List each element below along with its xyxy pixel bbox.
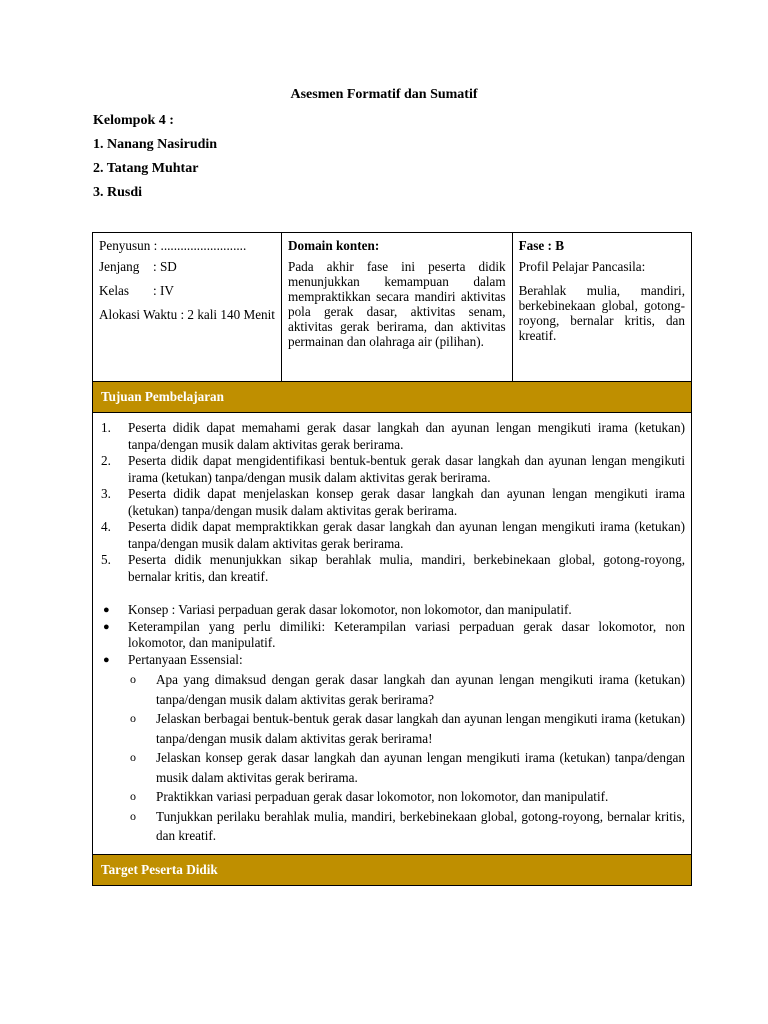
circle-bullet-icon: o (130, 711, 136, 725)
list-item: ● Keterampilan yang perlu dimiliki: Keterampilan variasi perpaduan gerak dasar lokomotor, non lokomotor, dan manipulatif. (103, 618, 685, 650)
tujuan-content (93, 413, 692, 855)
info-row (93, 233, 692, 382)
circle-bullet-icon: o (130, 750, 136, 764)
assessment-table (92, 232, 692, 886)
list-item: 3. Peserta didik dapat menjelaskan konsep gerak dasar langkah dan ayunan lengan mengikuti irama (ketukan) tanpa/dengan musik dalam aktivitas gerak berirama. (101, 486, 685, 518)
circle-bullet-icon: o (130, 672, 136, 686)
group-heading: Kelompok 4 : (93, 113, 174, 128)
jenjang-value: : SD (153, 259, 177, 274)
list-item: o Jelaskan konsep gerak dasar langkah dan ayunan lengan mengikuti irama (ketukan) tanpa/dengan musik dalam aktivitas gerak berirama. (130, 750, 685, 785)
profil-heading: Profil Pelajar Pancasila: (518, 259, 646, 274)
bullet-icon: ● (103, 620, 110, 633)
tujuan-heading: Tujuan Pembelajaran (93, 382, 692, 413)
list-item: ● Konsep : Variasi perpaduan gerak dasar lokomotor, non lokomotor, dan manipulatif. (103, 602, 572, 617)
profil-text: Berahlak mulia, mandiri, berkebinekaan global, gotong-royong, bernalar kritis, dan kreatif. (518, 283, 685, 343)
group-member: 2. Tatang Muhtar (93, 161, 199, 176)
list-item: o Praktikkan variasi perpaduan gerak dasar lokomotor, non lokomotor, dan manipulatif. (128, 787, 685, 807)
penyusun-field: Penyusun : .......................... (99, 238, 247, 253)
question-list (128, 670, 685, 846)
list-item: o Tunjukkan perilaku berahlak mulia, mandiri, berkebinekaan global, gotong-royong, bernalar kritis, dan kreatif. (130, 808, 685, 843)
domain-heading: Domain konten: (287, 238, 380, 253)
bullet-icon: ● (103, 604, 110, 616)
domain-cell (281, 233, 512, 382)
tujuan-content-row (93, 413, 692, 855)
group-member: 3. Rusdi (93, 185, 143, 200)
concept-list (99, 602, 685, 846)
group-info (93, 112, 217, 208)
circle-bullet-icon: o (130, 808, 136, 823)
jenjang-label: Jenjang (99, 259, 140, 274)
target-heading: Target Peserta Didik (93, 854, 692, 885)
alokasi-field: Alokasi Waktu : 2 kali 140 Menit (99, 307, 275, 322)
circle-bullet-icon: o (130, 789, 136, 803)
tujuan-list (99, 420, 685, 585)
target-band (93, 854, 692, 885)
list-item: 4. Peserta didik dapat mempraktikkan gerak dasar langkah dan ayunan lengan mengikuti irama (ketukan) tanpa/dengan musik dalam aktivitas gerak berirama. (101, 519, 685, 551)
list-item: 1. Peserta didik dapat memahami gerak dasar langkah dan ayunan lengan mengikuti irama (ketukan) tanpa/dengan musik dalam aktivitas gerak berirama. (101, 420, 685, 452)
identity-cell (93, 233, 282, 382)
list-item: o Jelaskan berbagai bentuk-bentuk gerak dasar langkah dan ayunan lengan mengikuti irama (ketukan) tanpa/dengan musik dalam aktivitas gerak berirama! (130, 711, 685, 746)
domain-text: Pada akhir fase ini peserta didik menunjukkan kemampuan dalam mempraktikkan secara mandiri aktivitas pola gerak dasar, aktivitas senam, aktivitas gerak berirama, dan aktivitas permainan dan olahraga air (pilihan). (287, 259, 506, 349)
list-item: ● Pertanyaan Essensial: o Apa yang dimaksud dengan gerak dasar langkah dan ayunan lengan mengikuti irama (ketukan) tanpa/dengan musik dalam aktivitas gerak berirama? o Jelaskan berbagai bentuk-bentuk gerak dasar langkah dan ayunan lengan mengikuti irama (ketukan) tanpa/dengan musik dalam aktivitas gerak berirama! o Jelaskan konsep gerak dasar langkah dan ayunan lengan mengikuti irama (ketukan) tanpa/dengan musik dalam aktivitas gerak berirama. o Praktikkan variasi perpaduan gerak dasar lokomotor, non lokomotor, dan manipulatif. o Tunjukkan perilaku berahlak mulia, mandiri, berkebinekaan global, gotong-royong, bernalar kritis, dan kreatif. (99, 652, 685, 846)
fase-cell (512, 233, 691, 382)
fase-heading: Fase : B (518, 238, 565, 253)
kelas-value: : IV (153, 283, 174, 298)
tujuan-band (93, 382, 692, 413)
list-item: 2. Peserta didik dapat mengidentifikasi bentuk-bentuk gerak dasar langkah dan ayunan lengan mengikuti irama (ketukan) tanpa/dengan musik dalam aktivitas gerak berirama. (101, 453, 685, 485)
list-item: 5. Peserta didik menunjukkan sikap berahlak mulia, mandiri, berkebinekaan global, gotong-royong, bernalar kritis, dan kreatif. (101, 552, 685, 584)
kelas-label: Kelas (99, 283, 130, 298)
document-title: Asesmen Formatif dan Sumatif (290, 87, 478, 102)
group-member: 1. Nanang Nasirudin (93, 137, 218, 152)
kelas-field (99, 283, 275, 298)
jenjang-field (99, 259, 275, 274)
bullet-icon: ● (103, 653, 110, 666)
list-item: o Apa yang dimaksud dengan gerak dasar langkah dan ayunan lengan mengikuti irama (ketukan) tanpa/dengan musik dalam aktivitas gerak berirama? (130, 672, 685, 707)
